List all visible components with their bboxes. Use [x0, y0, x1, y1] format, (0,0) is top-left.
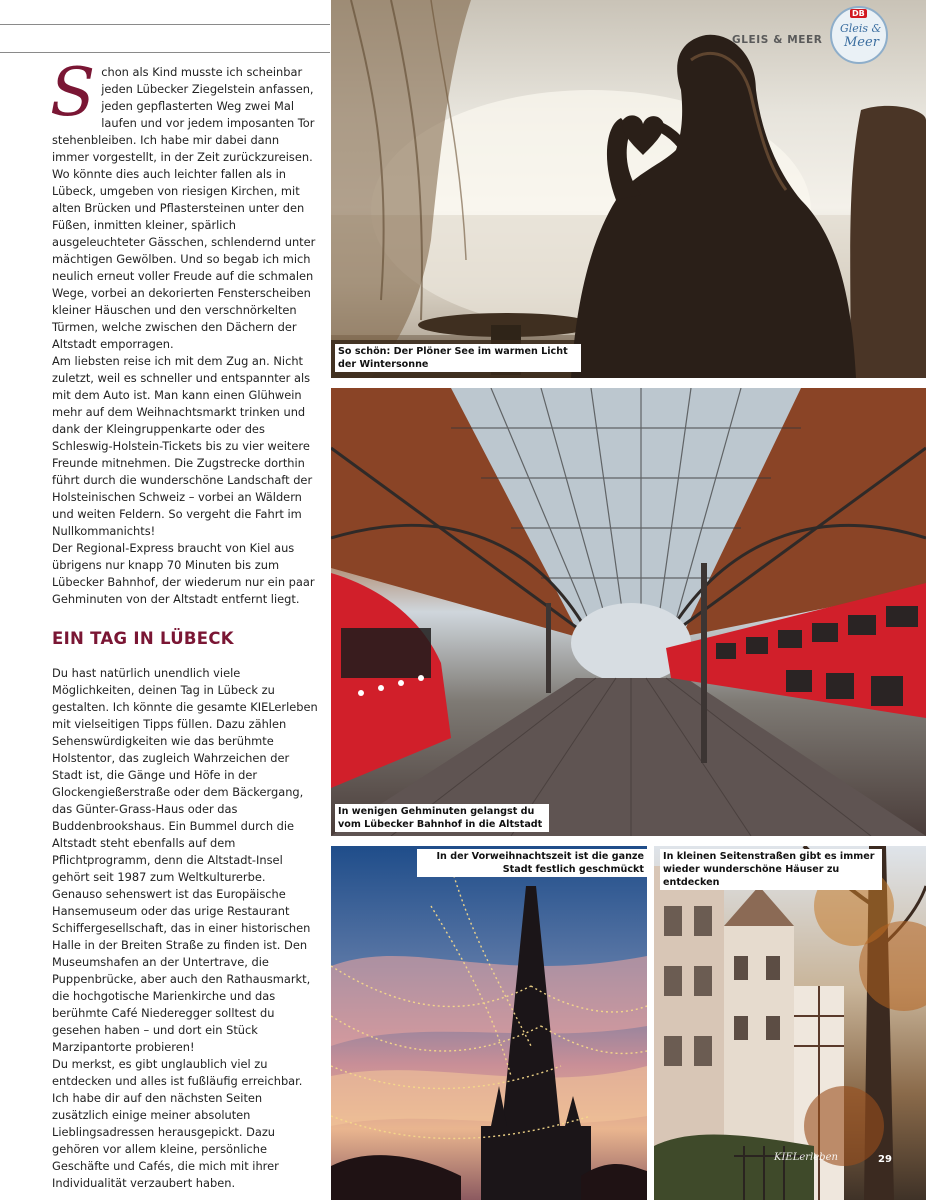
caption-ploener-see: So schön: Der Plöner See im warmen Licht der Wintersonne: [335, 344, 581, 372]
page-number: 29: [878, 1154, 892, 1165]
top-rule: [0, 24, 330, 25]
drop-cap: S: [50, 54, 96, 131]
section-heading: EIN TAG IN LÜBECK: [52, 629, 234, 648]
paragraph-regional-express: Der Regional-Express braucht von Kiel aus übrigens nur knapp 70 Minuten bis zum Lübecker Bahnhof, der wiederum nur ein paar Gehminuten von der Altstadt entfernt liegt.: [52, 541, 315, 606]
photo-ploener-see-art: [331, 0, 926, 378]
paragraph-closing: Du merkst, es gibt unglaublich viel zu entdecken und alles ist fußläufig erreichbar. Ich habe dir auf den nächsten Seiten zusätzlich einige meiner absoluten Lieblingsadressen herausgepickt. Dazu gehören vor allem kleine, persönliche Geschäfte und Cafés, die mich mit ihrer Individualität verzaubert haben.: [52, 1057, 303, 1190]
photo-bahnhof-art: [331, 388, 926, 836]
photo-weihnachtsbeleuchtung: [331, 846, 647, 1200]
photo-ploener-see: [331, 0, 926, 378]
paragraph-train: Am liebsten reise ich mit dem Zug an. Nicht zuletzt, weil es schneller und entspannter als mit dem Auto ist. Man kann einen Glühwein mehr auf dem Weihnachtsmarkt trinken und dank der Kleingruppenkarte oder des Schleswig-Holstein-Tickets bis zu vier weitere Freunde mitnehmen. Die Zugstrecke dorthin führt durch die wunderschöne Landschaft der Holsteinischen Schweiz – vorbei an Wäldern und weiten Feldern. So vergeht die Fahrt im Nullkommanichts!: [52, 354, 313, 538]
section-label: GLEIS & MEER: [732, 34, 823, 46]
header-rule: [0, 52, 330, 53]
photo-seitenstrasse: [654, 846, 926, 1200]
paragraph-sights: Du hast natürlich unendlich viele Möglichkeiten, deinen Tag in Lübeck zu gestalten. Ich könnte die gesamte KIELerleben mit vielseitigen Tipps füllen. Dazu zählen Sehenswürdigkeiten wie das berühmte Holstentor, das zugleich Wahrzeichen der Stadt ist, die Gänge und Höfe in der Glockengießerstraße oder dem Bäckergang, das Günter-Grass-Haus oder das Buddenbrookshaus. Ein Bummel durch die Altstadt steht ebenfalls auf dem Pflichtprogramm, denn die Altstadt-Insel gehört seit 1987 zum Weltkulturerbe. Genauso sehenswert ist das Europäische Hansemuseum oder das urige Restaurant Schiffergesellschaft, das in einer historischen Halle in der Breiten Straße zu finden ist. Den Museumshafen an der Untertrave, die Puppenbrücke, aber auch den Rathausmarkt, die hochgotische Marienkirche und das berühmte Café Niederegger solltest du gesehen haben – und dort ein Stück Marzipantorte probieren!: [52, 666, 318, 1054]
photo-street-art: [654, 846, 926, 1200]
article-body: [50, 54, 318, 1192]
photo-luebeck-bahnhof: [331, 388, 926, 836]
gleis-meer-logo: [830, 6, 888, 64]
caption-lights: In der Vorweihnachtszeit ist die ganze Stadt festlich geschmückt: [417, 849, 647, 877]
caption-bahnhof: In wenigen Gehminuten gelangst du vom Lübecker Bahnhof in die Altstadt: [335, 804, 549, 832]
logo-text-top: Gleis &: [840, 22, 882, 35]
logo-text-bottom: Meer: [844, 35, 879, 50]
caption-street: In kleinen Seitenstraßen gibt es immer wieder wunderschöne Häuser zu entdecken: [660, 849, 882, 890]
footer-brand: KIELerleben: [774, 1152, 838, 1163]
paragraph-intro: chon als Kind musste ich scheinbar jeden Lübecker Ziegelstein anfassen, jeden gepflasterten Weg zwei Mal laufen und vor jedem imposanten Tor stehenbleiben. Ich habe mir dabei dann immer vorgestellt, in der Zeit zurückzureisen. Wo könnte dies auch leichter fallen als in Lübeck, umgeben von riesigen Kirchen, mit alten Brücken und Pflastersteinen unter den Füßen, inmitten kleiner, spärlich ausgeleuchteter Gässchen, schlendernd unter mächtigen Gewölben. Und so begab ich mich neulich erneut voller Freude auf die schmalen Wege, vorbei an dekorierten Fensterscheiben kleiner Häuschen und den verschnörkelten Türmen, welche zwischen den Dächern der Altstadt emporragen.: [52, 65, 316, 351]
magazine-header: [700, 9, 926, 54]
db-logo-icon: DB: [852, 9, 865, 18]
photo-lights-art: [331, 846, 647, 1200]
